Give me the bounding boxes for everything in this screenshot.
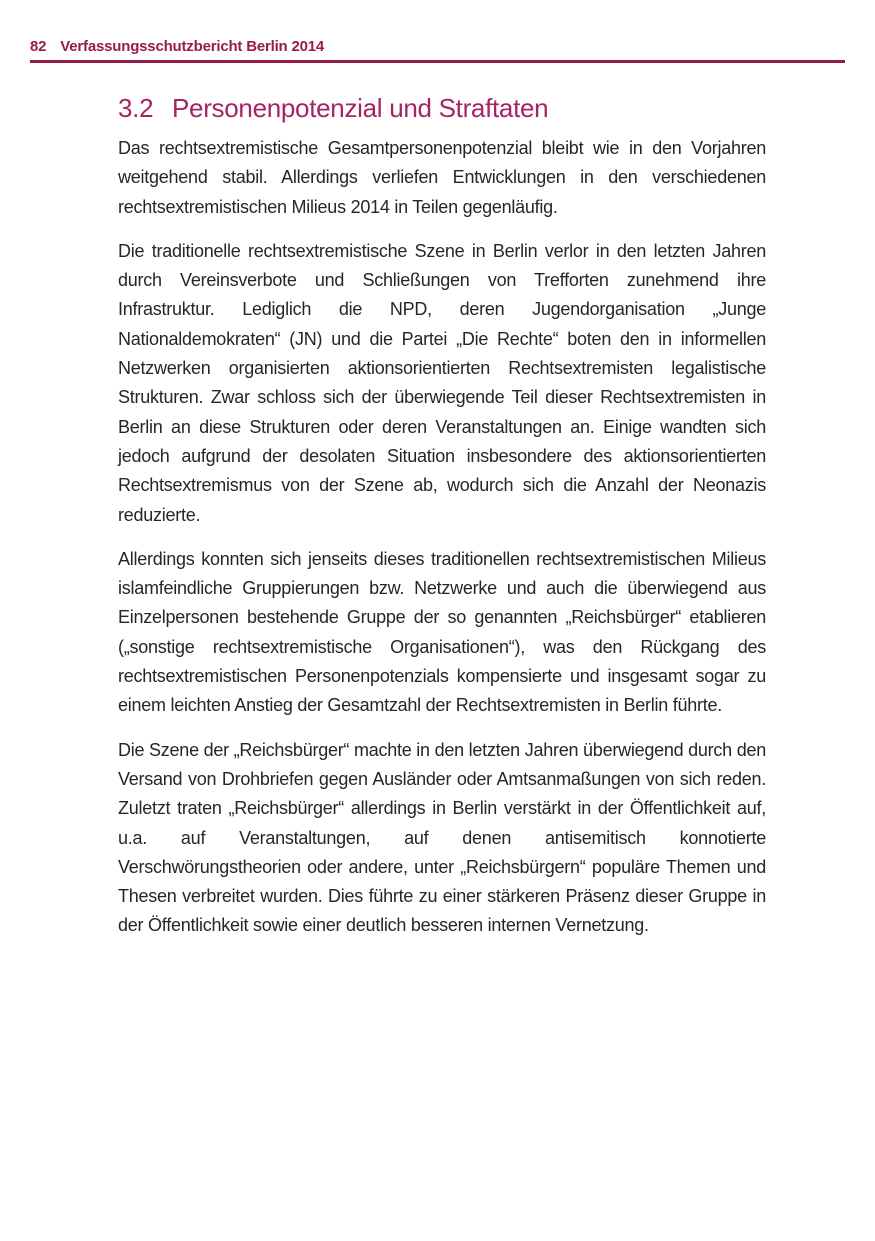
body-paragraph: Die Szene der „Reichsbürger“ machte in den letzten Jahren überwiegend durch den Versand von Drohbriefen gegen Ausländer oder Amtsanmaßungen von sich reden. Zuletzt traten „Reichsbürger“ allerdings in Berlin verstärkt in der Öffentlichkeit auf, u.a. auf Veranstaltungen, auf denen antisemitisch konnotierte Verschwörungstheorien oder andere, unter „Reichsbürgern“ populäre Themen und Thesen verbreitet wurden. Dies führte zu einer stärkeren Präsenz dieser Gruppe in der Öffentlichkeit sowie einer deutlich besseren internen Vernetzung. bbox=[118, 739, 766, 936]
section-number: 3.2 bbox=[118, 93, 154, 123]
page-header bbox=[30, 38, 845, 55]
section-title bbox=[118, 93, 766, 124]
page-content bbox=[118, 93, 766, 956]
header-rule bbox=[30, 60, 845, 63]
body-paragraph: Die traditionelle rechtsextremistische Szene in Berlin verlor in den letzten Jahren durch Vereinsverbote und Schließungen von Trefforten zunehmend ihre Infrastruktur. Lediglich die NPD, deren Jugendorganisation „Junge Nationaldemokraten“ (JN) und die Partei „Die Rechte“ boten den in informellen Netzwerken organisierten aktionsorientierten Rechtsextremisten legalistische Strukturen. Zwar schloss sich der überwiegende Teil dieser Rechtsextremisten in Berlin an diese Strukturen oder deren Veranstaltungen an. Einige wandten sich jedoch aufgrund der desolaten Situation insbesondere des aktionsorientierten Rechtsextremismus von der Szene ab, wodurch sich die Anzahl der Neonazis reduzierte. bbox=[118, 240, 766, 525]
header-title: Verfassungsschutzbericht Berlin 2014 bbox=[60, 38, 325, 55]
body-paragraph: Allerdings konnten sich jenseits dieses traditionellen rechtsextremistischen Milieus islamfeindliche Gruppierungen bzw. Netzwerke und auch die überwiegend aus Einzelpersonen bestehende Gruppe der so genannten „Reichsbürger“ etablieren („sonstige rechtsextremistische Organisationen“), was den Rückgang des rechtsextremistischen Personenpotenzials kompensierte und insgesamt sogar zu einem leichten Anstieg der Gesamtzahl der Rechtsextremisten in Berlin führte. bbox=[118, 548, 766, 716]
body-copy bbox=[118, 134, 766, 941]
section-title-text: Personenpotenzial und Straftaten bbox=[172, 93, 549, 123]
body-paragraph: Das rechtsextremistische Gesamtpersonenpotenzial bleibt wie in den Vorjahren weitgehend stabil. Allerdings verliefen Entwicklungen in den verschiedenen rechtsextremistischen Milieus 2014 in Teilen gegenläufig. bbox=[118, 138, 766, 217]
page-number: 82 bbox=[30, 38, 47, 55]
